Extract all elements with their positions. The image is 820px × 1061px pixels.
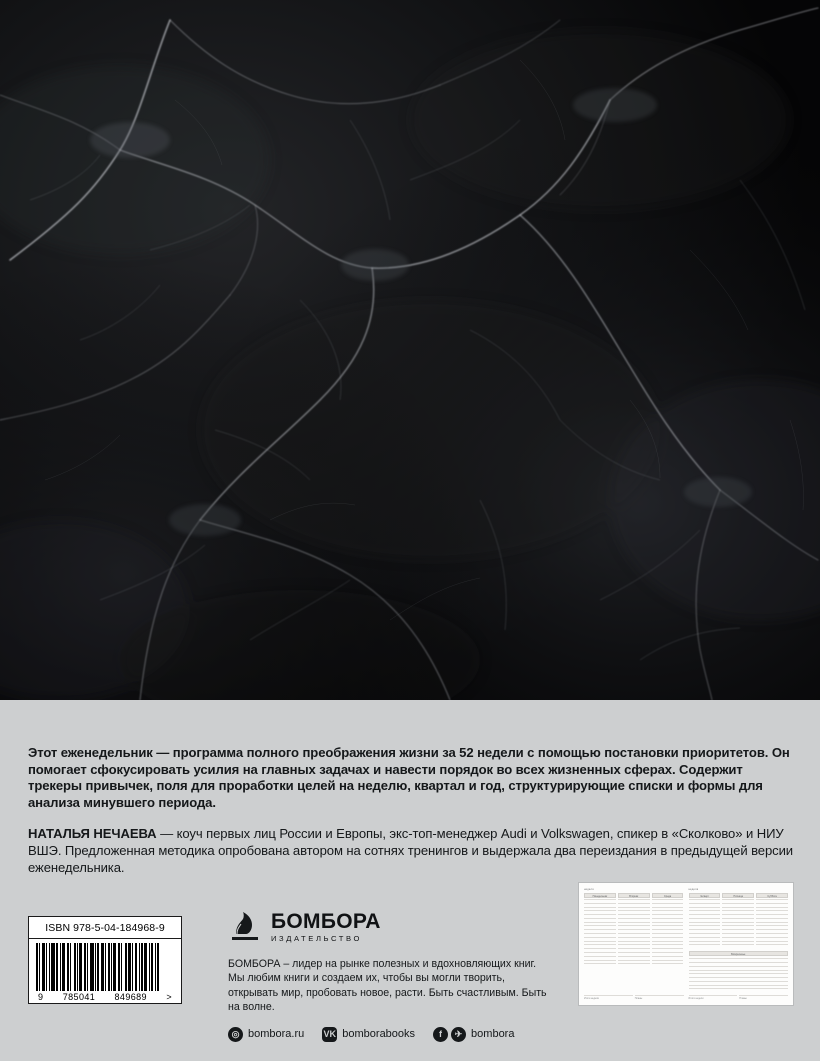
- planner-footer-left-label: Итоги недели: [584, 995, 633, 1000]
- author-name: НАТАЛЬЯ НЕЧАЕВА: [28, 826, 157, 842]
- planner-column-caption: Понедельник: [584, 893, 616, 898]
- planner-column-caption: Четверг: [689, 893, 721, 898]
- social-links: [228, 1027, 548, 1042]
- planner-left-footer: [584, 995, 684, 1000]
- barcode-group-1: 785041: [62, 992, 96, 1002]
- planner-lines: [618, 899, 650, 964]
- barcode-group-2: 849689: [114, 992, 147, 1002]
- planner-right-header: неделя: [688, 888, 699, 891]
- publisher-description: БОМБОРА – лидер на рынке полезных и вдохновляющих книг. Мы любим книги и создаем их, чтобы вы могли творить, открывать мир, пробовать новое, расти. Быть счастливым. Быть на волне.: [228, 958, 547, 1014]
- blurb-paragraph-2: [28, 826, 794, 876]
- planner-column-caption: Суббота: [756, 893, 788, 898]
- planner-right-columns: [689, 893, 789, 948]
- planner-lines: [584, 899, 616, 964]
- planner-lines: [722, 899, 754, 945]
- planner-left-page: [584, 888, 684, 1000]
- publisher-block: [228, 910, 548, 1042]
- barcode-left-digit: 9: [38, 992, 44, 1002]
- author-bio: — коуч первых лиц России и Европы, экс-топ-менеджер Audi и Volkswagen, спикер в «Сколково» и НИУ ВШЭ. Предложенная методика опробована автором на сотнях тренингов и выдержала два переиздания в предыдущей версии еженедельника.: [28, 826, 794, 875]
- planner-lines: [689, 958, 789, 989]
- planner-footer-left-label: Итоги недели: [689, 995, 738, 1000]
- barcode-right-digit: >: [166, 992, 172, 1002]
- vk-handle: bomborabooks: [342, 1028, 416, 1041]
- planner-footer-right-label: Планы: [739, 995, 788, 1000]
- planner-column: [618, 893, 650, 967]
- planner-left-header: неделя: [584, 888, 594, 891]
- planner-left-columns: [584, 893, 684, 967]
- social-instagram[interactable]: [228, 1027, 304, 1042]
- publisher-subtitle: ИЗДАТЕЛЬСТВО: [271, 934, 362, 943]
- publisher-name-group: [271, 911, 381, 943]
- planner-column-caption: Среда: [652, 893, 684, 898]
- publisher-name: БОМБОРА: [271, 910, 381, 933]
- planner-spread-preview: [578, 882, 794, 1006]
- planner-lines: [652, 899, 684, 964]
- planner-column: [756, 893, 788, 948]
- bombora-logo-icon: [228, 910, 262, 944]
- instagram-icon: ◎: [228, 1027, 243, 1042]
- telegram-handle: bombora: [471, 1028, 515, 1041]
- planner-column: [652, 893, 684, 967]
- barcode-bars: [36, 943, 174, 991]
- social-vk[interactable]: [322, 1027, 415, 1042]
- back-cover-info-panel: [0, 700, 820, 1061]
- planner-sunday-band: Воскресенье: [689, 951, 789, 956]
- telegram-icon: ✈: [451, 1027, 466, 1042]
- blurb-block: [28, 745, 794, 876]
- vk-icon: VK: [322, 1027, 337, 1042]
- planner-column: [584, 893, 616, 967]
- publisher-logo-row: [228, 910, 548, 944]
- isbn-barcode-block: [28, 916, 182, 1004]
- planner-column-caption: Вторник: [618, 893, 650, 898]
- planner-column: [722, 893, 754, 948]
- planner-column: [689, 893, 721, 948]
- planner-right-page: [689, 888, 789, 1000]
- isbn-label: ISBN 978-5-04-184968-9: [29, 917, 181, 939]
- planner-footer-right-label: Планы: [635, 995, 684, 1000]
- social-icon-pair: [433, 1027, 466, 1042]
- planner-right-footer: [689, 995, 789, 1000]
- planner-lines: [756, 899, 788, 945]
- social-facebook-telegram[interactable]: [433, 1027, 514, 1042]
- facebook-icon: f: [433, 1027, 448, 1042]
- barcode: [29, 939, 181, 1003]
- instagram-handle: bombora.ru: [248, 1028, 305, 1041]
- blurb-paragraph-1: Этот еженедельник — программа полного преображения жизни за 52 недели с помощью постановки приоритетов. Он помогает сфокусировать усилия на главных задачах и навести порядок во всех жизненных сферах. Содержит трекеры привычек, поля для проработки целей на неделю, квартал и год, структурирующие списки и формы для анализа минувшего периода.: [28, 745, 790, 810]
- barcode-digits: [36, 991, 174, 1002]
- planner-lines: [689, 899, 721, 945]
- planner-column-caption: Пятница: [722, 893, 754, 898]
